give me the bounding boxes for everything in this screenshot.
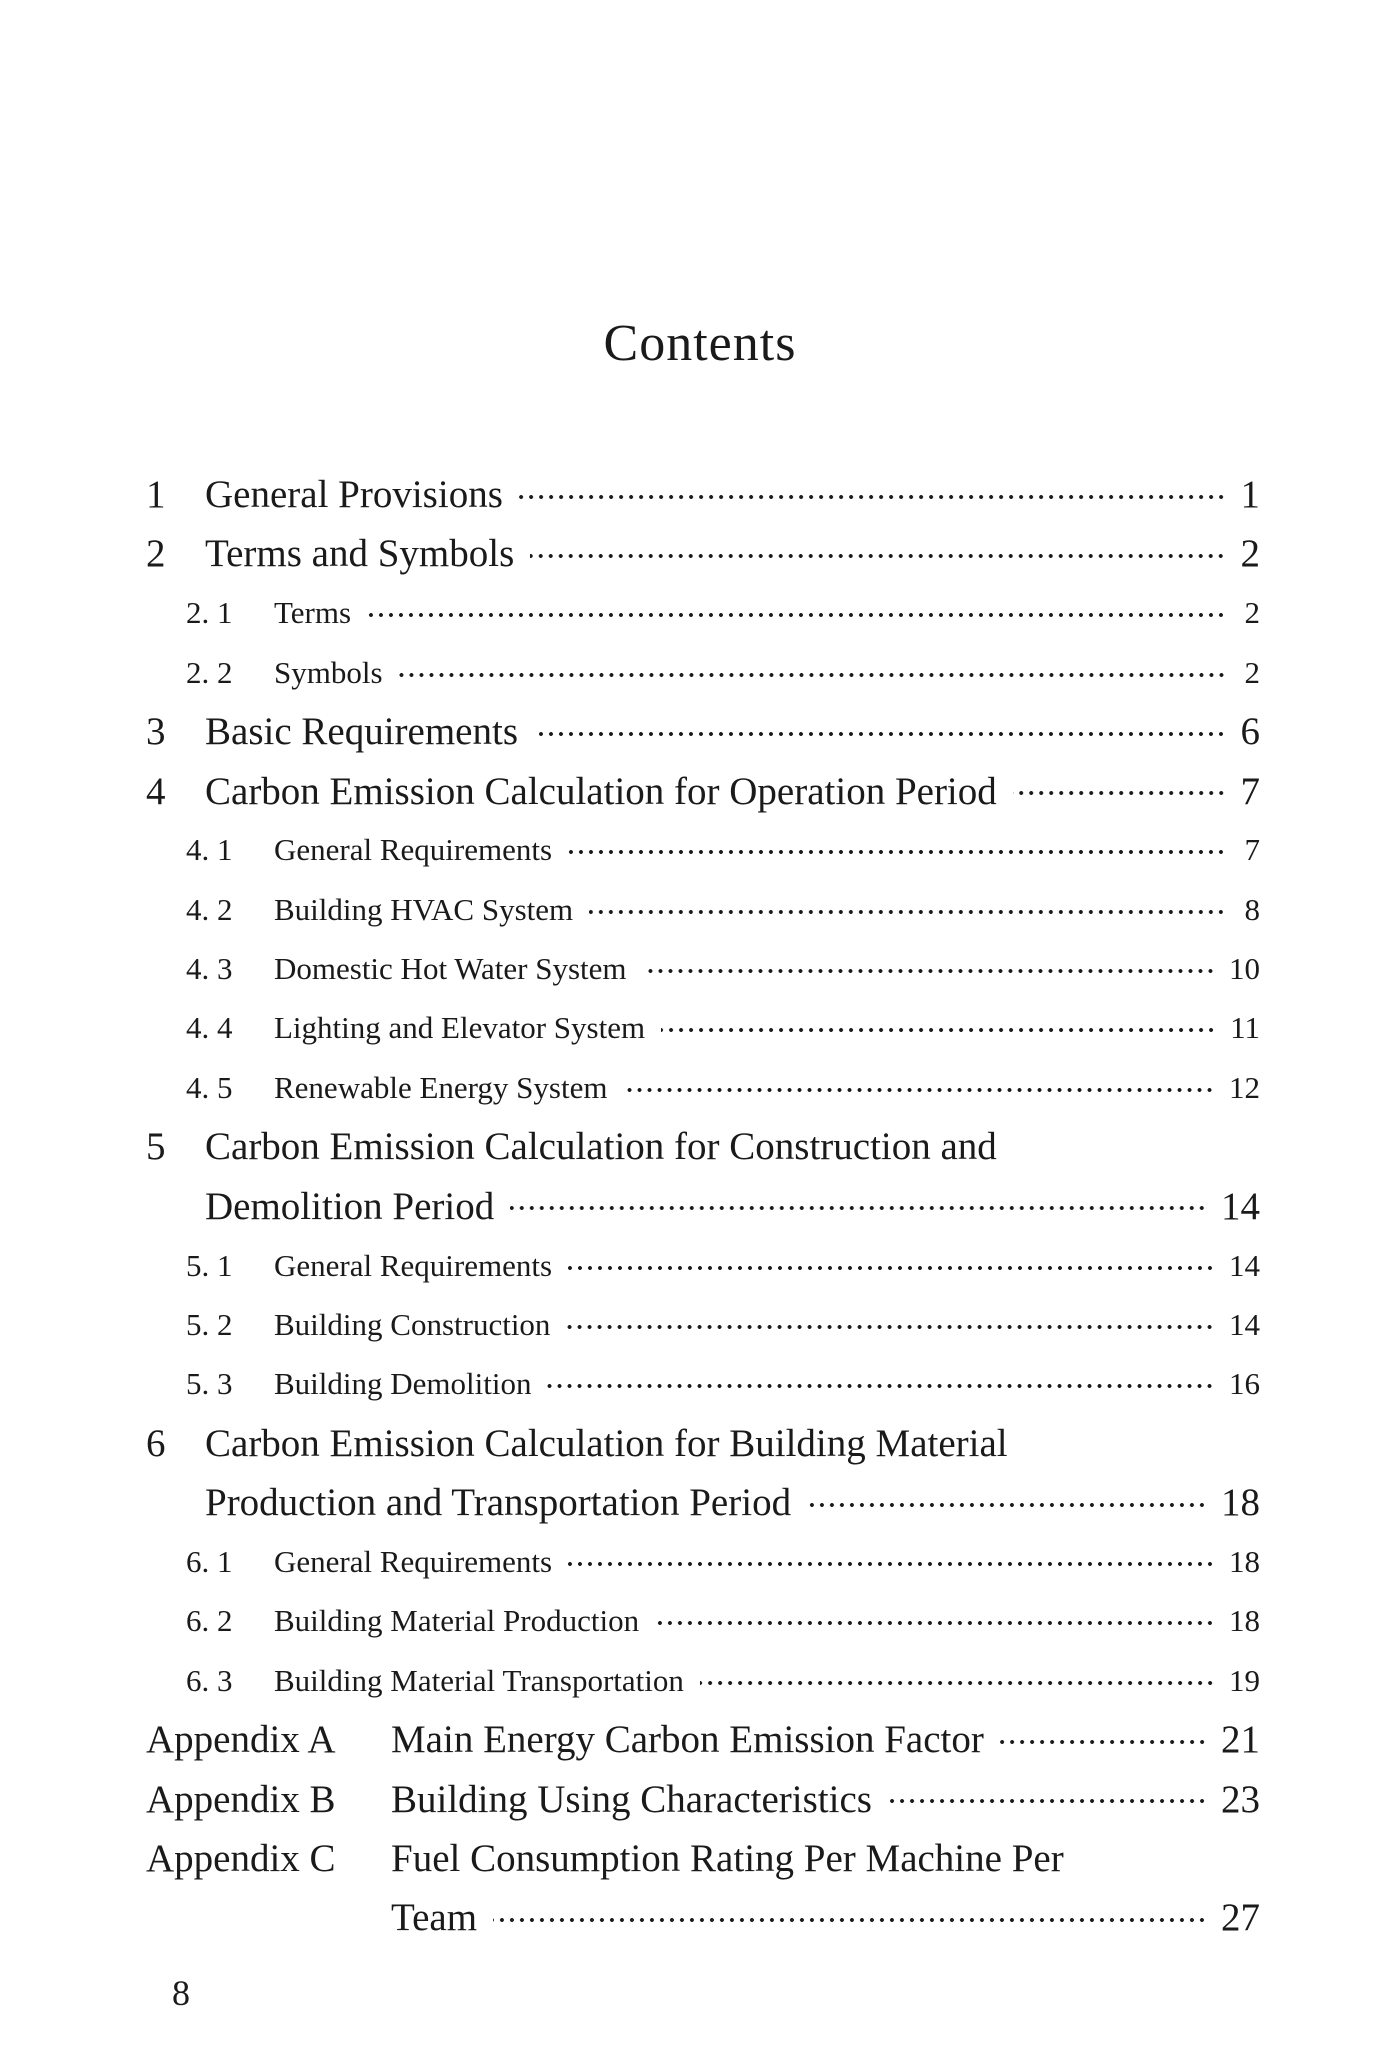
toc-number: 6. 1 (186, 1543, 233, 1579)
toc-entry-appendix-c-continued[interactable] (146, 1888, 1260, 1947)
dot-leader (568, 1561, 1215, 1567)
dot-leader (1000, 1739, 1207, 1745)
toc-number: 5. 1 (186, 1247, 233, 1283)
toc-entry-5[interactable] (146, 1117, 1260, 1176)
toc-page-number: 18 (1229, 1543, 1260, 1579)
toc-title: Fuel Consumption Rating Per Machine Per (391, 1836, 1064, 1880)
dot-leader (655, 1620, 1215, 1626)
toc-number: 2. 1 (186, 595, 233, 631)
toc-page-number: 7 (1240, 769, 1260, 813)
toc-page-number: 21 (1221, 1718, 1260, 1762)
toc-title: Main Energy Carbon Emission Factor (391, 1718, 984, 1762)
dot-leader (519, 494, 1226, 500)
toc-entry-5-2[interactable] (146, 1295, 1260, 1354)
toc-page-number: 2 (1244, 654, 1260, 690)
toc-number: 2 (146, 532, 166, 576)
toc-number: 4. 5 (186, 1069, 233, 1105)
toc-title: Symbols (274, 654, 383, 690)
table-of-contents (146, 465, 1260, 1947)
toc-title: Building Demolition (274, 1366, 532, 1402)
toc-page-number: 11 (1230, 1010, 1260, 1046)
toc-number: 2. 2 (186, 654, 233, 690)
toc-number: 6. 3 (186, 1662, 233, 1698)
dot-leader (700, 1680, 1215, 1686)
dot-leader (623, 1087, 1215, 1093)
toc-page-number: 8 (1244, 891, 1260, 927)
toc-entry-appendix-a[interactable] (146, 1710, 1260, 1769)
toc-entry-appendix-c[interactable] (146, 1829, 1260, 1888)
toc-title: Carbon Emission Calculation for Operation Period (205, 769, 997, 813)
toc-number: 4. 1 (186, 832, 233, 868)
toc-page-number: 23 (1221, 1777, 1260, 1821)
toc-title-continued: Team (391, 1896, 478, 1940)
toc-number: 4. 4 (186, 1010, 233, 1046)
toc-title: Domestic Hot Water System (274, 951, 627, 987)
toc-entry-6-continued[interactable] (146, 1473, 1260, 1532)
toc-entry-2-2[interactable] (146, 643, 1260, 702)
toc-title: Terms (274, 595, 352, 631)
toc-title: Building HVAC System (274, 891, 574, 927)
toc-page-number: 2 (1244, 595, 1260, 631)
toc-page-number: 12 (1229, 1069, 1260, 1105)
toc-title: Lighting and Elevator System (274, 1010, 646, 1046)
toc-page-number: 14 (1229, 1247, 1260, 1283)
page-title: Contents (603, 315, 797, 372)
dot-leader (589, 909, 1226, 915)
toc-page-number: 2 (1240, 532, 1260, 576)
toc-title: General Provisions (205, 473, 503, 517)
toc-entry-4[interactable] (146, 761, 1260, 820)
toc-number: 5. 3 (186, 1366, 233, 1402)
toc-number: 5 (146, 1125, 166, 1169)
toc-title-continued: Production and Transportation Period (205, 1481, 792, 1525)
dot-leader (568, 1265, 1215, 1271)
toc-entry-5-1[interactable] (146, 1236, 1260, 1295)
toc-page-number: 1 (1240, 473, 1260, 517)
dot-leader (547, 1383, 1215, 1389)
dot-leader (510, 1205, 1207, 1211)
toc-title-continued: Demolition Period (205, 1184, 495, 1228)
toc-title: Building Construction (274, 1306, 551, 1342)
toc-entry-1[interactable] (146, 465, 1260, 524)
dot-leader (888, 1798, 1207, 1804)
dot-leader (530, 553, 1226, 559)
toc-title: Renewable Energy System (274, 1069, 608, 1105)
toc-entry-3[interactable] (146, 702, 1260, 761)
dot-leader (493, 1917, 1207, 1923)
dot-leader (566, 1324, 1215, 1330)
toc-entry-4-5[interactable] (146, 1058, 1260, 1117)
dot-leader (367, 612, 1226, 618)
toc-title: General Requirements (274, 1247, 553, 1283)
dot-leader (807, 1502, 1207, 1508)
toc-page-number: 14 (1229, 1306, 1260, 1342)
toc-entry-6-3[interactable] (146, 1651, 1260, 1710)
dot-leader (399, 672, 1226, 678)
toc-title: Building Material Transportation (274, 1662, 684, 1698)
toc-page-number: 6 (1240, 710, 1260, 754)
toc-number: Appendix B (146, 1777, 336, 1821)
toc-entry-4-1[interactable] (146, 821, 1260, 880)
toc-page-number: 18 (1221, 1481, 1260, 1525)
toc-number: 1 (146, 473, 166, 517)
toc-title: General Requirements (274, 1543, 553, 1579)
toc-number: 3 (146, 710, 166, 754)
toc-entry-6-1[interactable] (146, 1532, 1260, 1591)
toc-title: Terms and Symbols (205, 532, 515, 576)
toc-number: 5. 2 (186, 1306, 233, 1342)
toc-page-number: 16 (1229, 1366, 1260, 1402)
toc-number: 4. 3 (186, 951, 233, 987)
toc-entry-4-4[interactable] (146, 999, 1260, 1058)
toc-page-number: 7 (1244, 832, 1260, 868)
toc-page-number: 27 (1221, 1896, 1260, 1940)
toc-entry-4-2[interactable] (146, 880, 1260, 939)
toc-entry-6[interactable] (146, 1414, 1260, 1473)
toc-entry-5-3[interactable] (146, 1354, 1260, 1413)
toc-entry-4-3[interactable] (146, 939, 1260, 998)
toc-page-number: 18 (1229, 1603, 1260, 1639)
toc-title: Carbon Emission Calculation for Construction and (205, 1125, 997, 1169)
toc-number: Appendix A (146, 1718, 336, 1762)
toc-number: 6 (146, 1421, 166, 1465)
page-folio: 8 (172, 1973, 190, 2013)
dot-leader (643, 968, 1215, 974)
toc-entry-2-1[interactable] (146, 584, 1260, 643)
dot-leader (568, 849, 1226, 855)
toc-number: 4. 2 (186, 891, 233, 927)
toc-number: Appendix C (146, 1836, 336, 1880)
toc-title: General Requirements (274, 832, 553, 868)
toc-title: Building Material Production (274, 1603, 640, 1639)
toc-page-number: 19 (1229, 1662, 1260, 1698)
toc-title: Building Using Characteristics (391, 1777, 872, 1821)
toc-number: 6. 2 (186, 1603, 233, 1639)
dot-leader (534, 731, 1226, 737)
toc-entry-appendix-b[interactable] (146, 1770, 1260, 1829)
toc-entry-5-continued[interactable] (146, 1177, 1260, 1236)
dot-leader (1013, 790, 1226, 796)
toc-page-number: 14 (1221, 1184, 1260, 1228)
toc-page-number: 10 (1229, 951, 1260, 987)
toc-title: Carbon Emission Calculation for Building Material (205, 1421, 1008, 1465)
toc-title: Basic Requirements (205, 710, 519, 754)
toc-number: 4 (146, 769, 166, 813)
toc-entry-6-2[interactable] (146, 1592, 1260, 1651)
dot-leader (661, 1027, 1216, 1033)
toc-entry-2[interactable] (146, 524, 1260, 583)
